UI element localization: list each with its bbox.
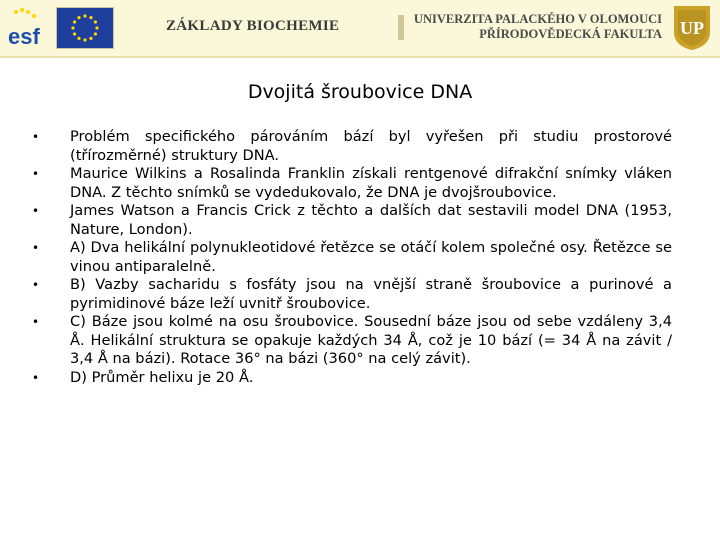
faculty-line: PŘÍRODOVĚDECKÁ FAKULTA — [479, 27, 662, 41]
bullet-list — [32, 128, 672, 387]
list-item — [32, 276, 672, 313]
bullet-text: James Watson a Francis Crick z těchto a dalších dat sestavili model DNA (1953, Nature, London). — [70, 202, 672, 238]
header-banner — [0, 0, 720, 58]
bullet-icon: • — [32, 315, 40, 329]
slide-title: Dvojitá šroubovice DNA — [247, 81, 473, 103]
bullet-icon: • — [32, 167, 40, 181]
up-logo — [670, 4, 714, 52]
university-line-1: UNIVERZITA PALACKÉHO V OLOMOUCI — [413, 12, 662, 26]
list-item — [32, 313, 672, 369]
bullet-icon: • — [32, 204, 40, 218]
bullet-text: Maurice Wilkins a Rosalinda Franklin získali rentgenové difrakční snímky vláken DNA. Z těchto snímků se vydedukovalo, že DNA je dvojšroubovice. — [70, 165, 672, 201]
bullet-icon: • — [32, 241, 40, 255]
esf-logo-text: esf — [8, 24, 40, 49]
list-item — [32, 165, 672, 202]
bullet-text: B) Vazby sacharidu s fosfáty jsou na vnější straně šroubovice a purinové a pyrimidinové báze leží uvnitř šroubovice. — [70, 276, 672, 312]
list-item — [32, 239, 672, 276]
bullet-icon: • — [32, 130, 40, 144]
course-title: ZÁKLADY BIOCHEMIE — [166, 18, 340, 34]
bullet-text: Problém specifického párováním bází byl vyřešen při studiu prostorové (třírozměrné) struktury DNA. — [70, 128, 672, 164]
bullet-text: A) Dva helikální polynukleotidové řetězce se otáčí kolem společné osy. Řetězce se vinou antiparalelně. — [70, 239, 672, 275]
bullet-text: C) Báze jsou kolmé na osu šroubovice. Sousední báze jsou od sebe vzdáleny 3,4 Å. Helikální struktura se opakuje každých 34 Å, což je 10 bází (= 34 Å na závit / 3,4 Å na bázi). Rotace 36° na bázi (360° na celý závit). — [70, 313, 672, 367]
up-logo-text: UP — [680, 18, 704, 38]
bullet-icon: • — [32, 370, 40, 385]
list-item — [32, 369, 672, 388]
esf-logo — [6, 6, 50, 50]
bullet-icon: • — [32, 278, 40, 292]
list-item — [32, 128, 672, 165]
bullet-text: D) Průměr helixu je 20 Å. — [70, 368, 254, 386]
list-item — [32, 202, 672, 239]
eu-flag-icon — [56, 7, 114, 49]
header-divider — [398, 15, 404, 40]
university-name — [414, 12, 662, 42]
